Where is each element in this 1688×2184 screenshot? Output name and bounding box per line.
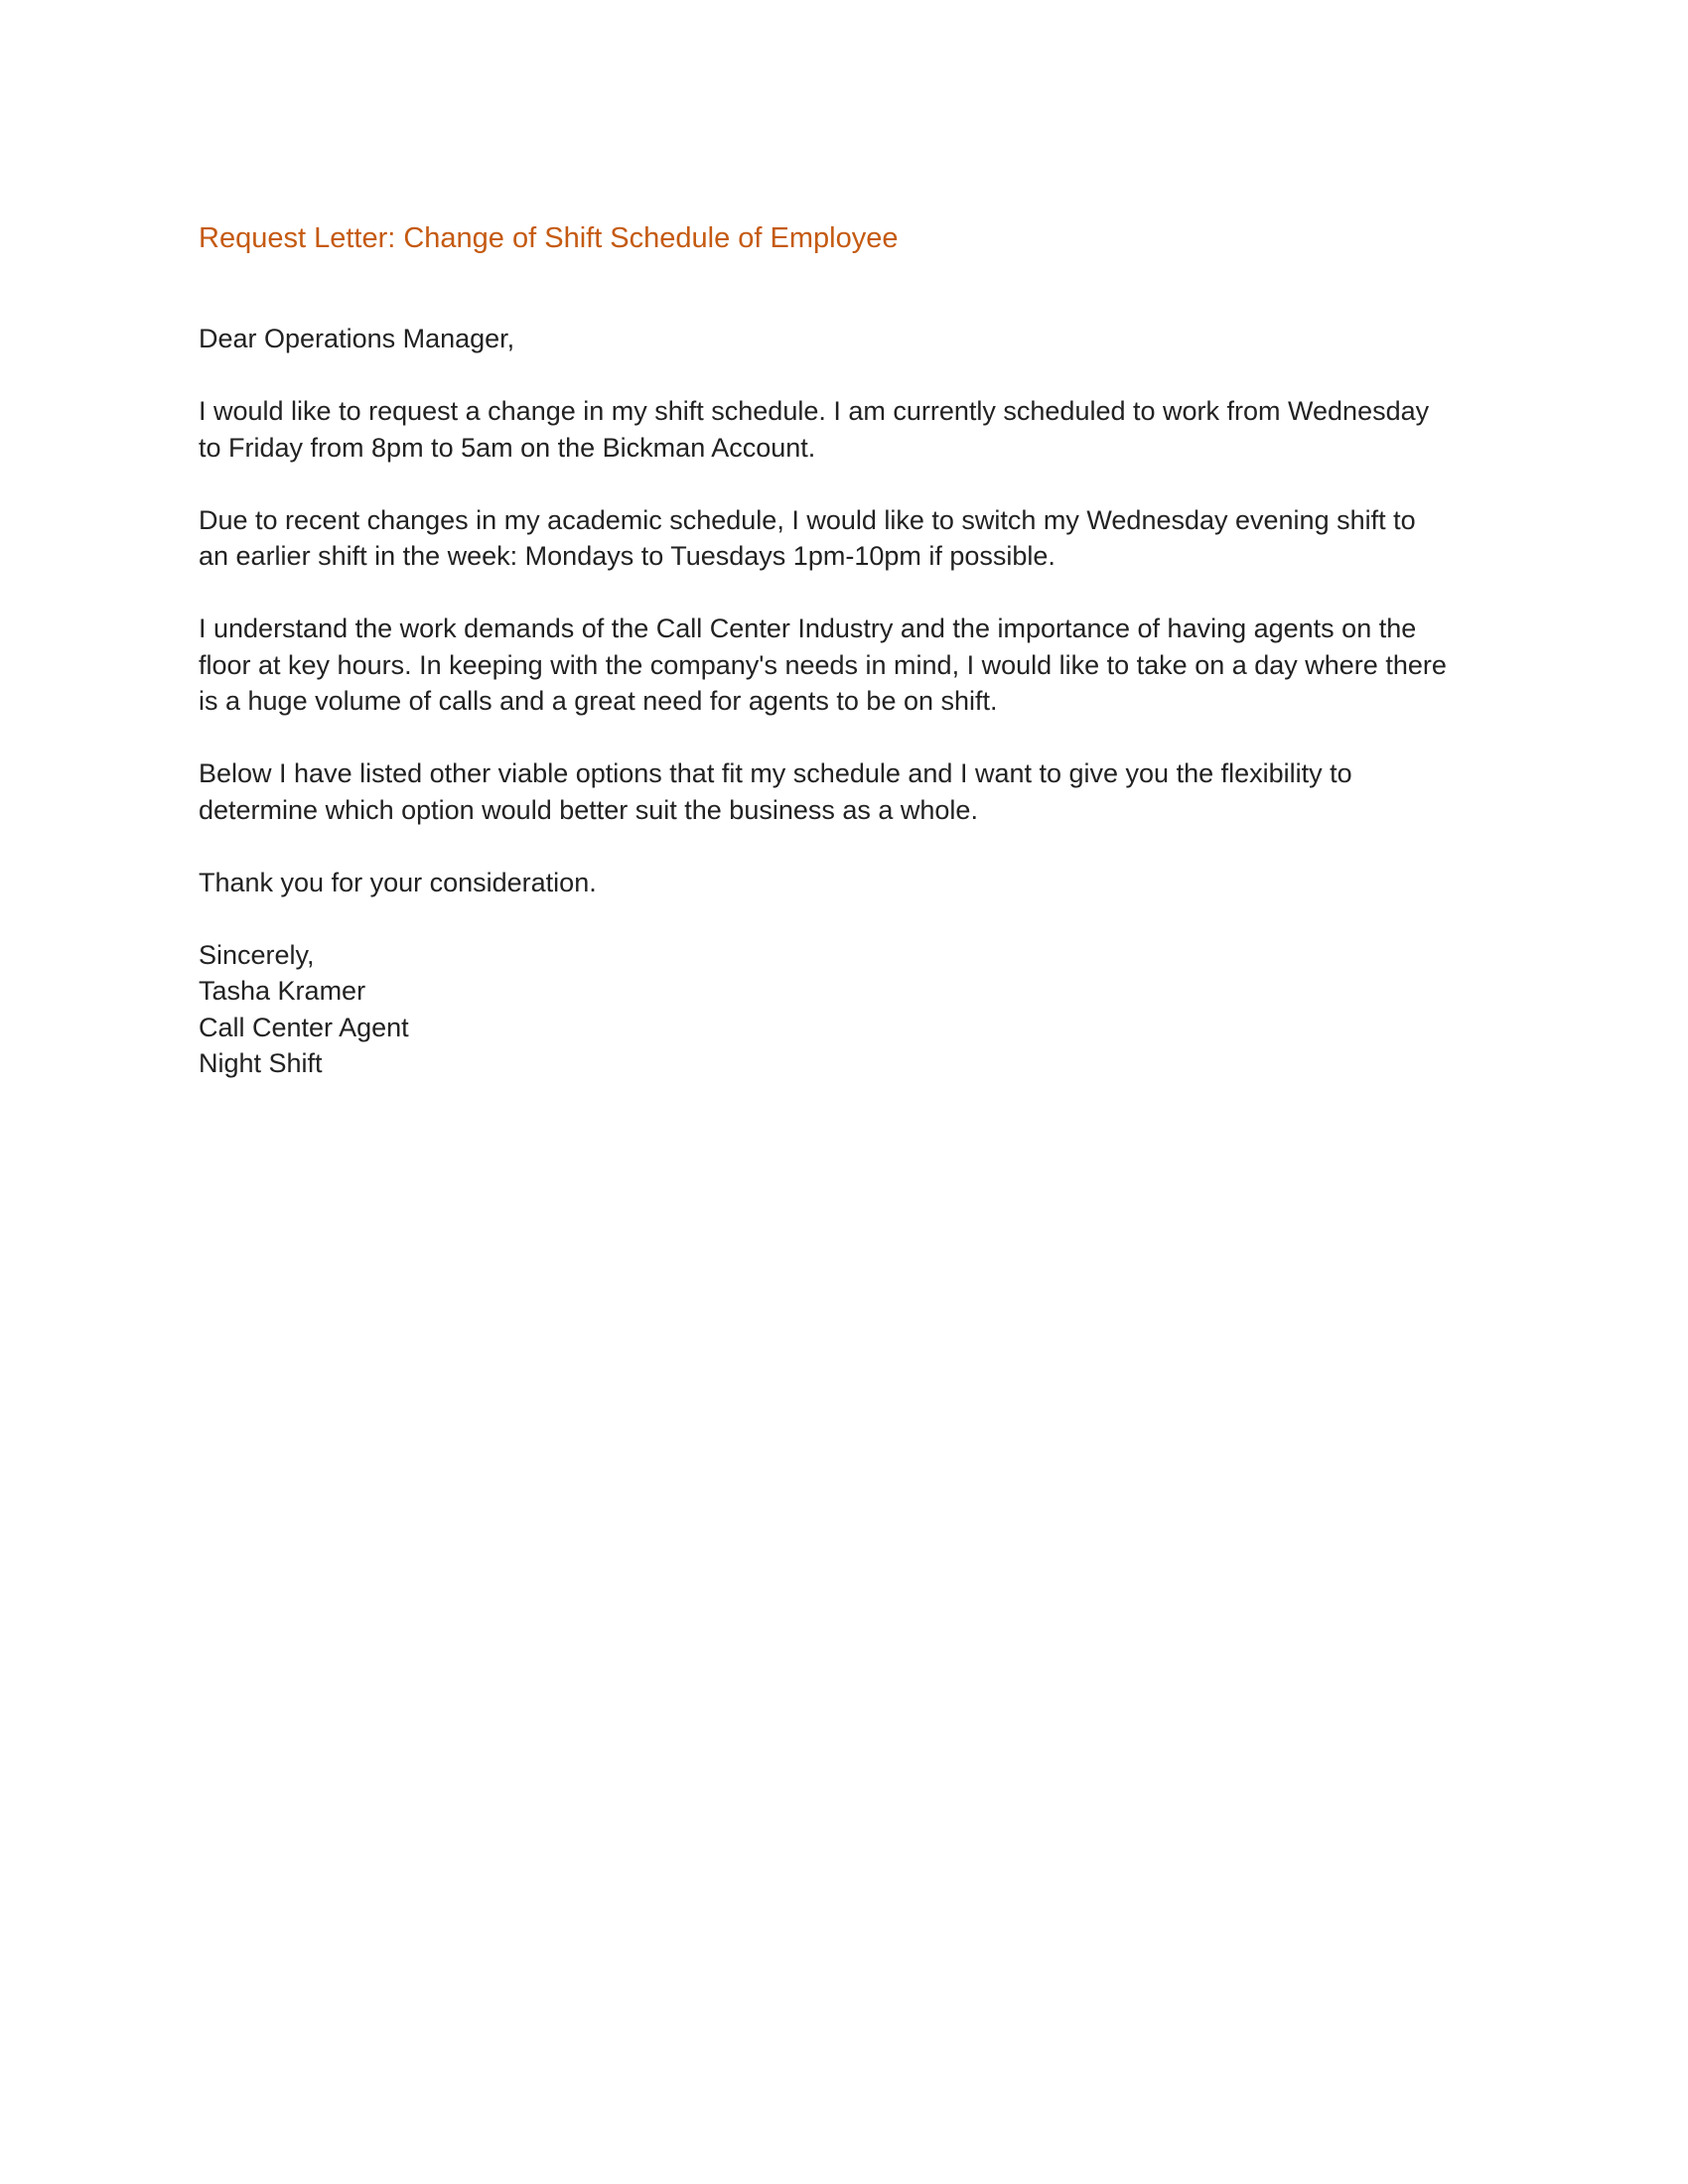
letter-title: Request Letter: Change of Shift Schedule of Employee [199,222,899,254]
signature-block [199,937,1489,1082]
paragraph-line: determine which option would better suit the business as a whole. [199,794,978,825]
paragraph-line: an earlier shift in the week: Mondays to Tuesdays 1pm-10pm if possible. [199,541,1055,571]
paragraph-line: floor at key hours. In keeping with the company's needs in mind, I would like to take on a day where there [199,649,1447,680]
paragraph-line: I understand the work demands of the Call Center Industry and the importance of having agents on the [199,614,1417,643]
paragraph-line: to Friday from 8pm to 5am on the Bickman Account. [199,432,816,463]
salutation: Dear Operations Manager, [199,324,515,353]
thanks-line: Thank you for your consideration. [199,867,597,897]
paragraph-academic-schedule [199,502,1489,575]
paragraph-shift-request [199,393,1489,466]
paragraph-line: is a huge volume of calls and a great need for agents to be on shift. [199,686,998,716]
signature-shift: Night Shift [199,1048,323,1078]
signature-title: Call Center Agent [199,1012,409,1042]
closing: Sincerely, [199,939,315,970]
paragraph-line: Below I have listed other viable options that fit my schedule and I want to give you the flexibility to [199,758,1352,788]
paragraph-line: Due to recent changes in my academic schedule, I would like to switch my Wednesday evening shift to [199,504,1416,535]
paragraph-work-demands [199,611,1489,720]
paragraph-line: I would like to request a change in my shift schedule. I am currently scheduled to work from Wednesday [199,396,1430,426]
signature-name: Tasha Kramer [199,976,366,1006]
paragraph-other-options [199,755,1489,828]
letter-body [199,321,1489,1082]
